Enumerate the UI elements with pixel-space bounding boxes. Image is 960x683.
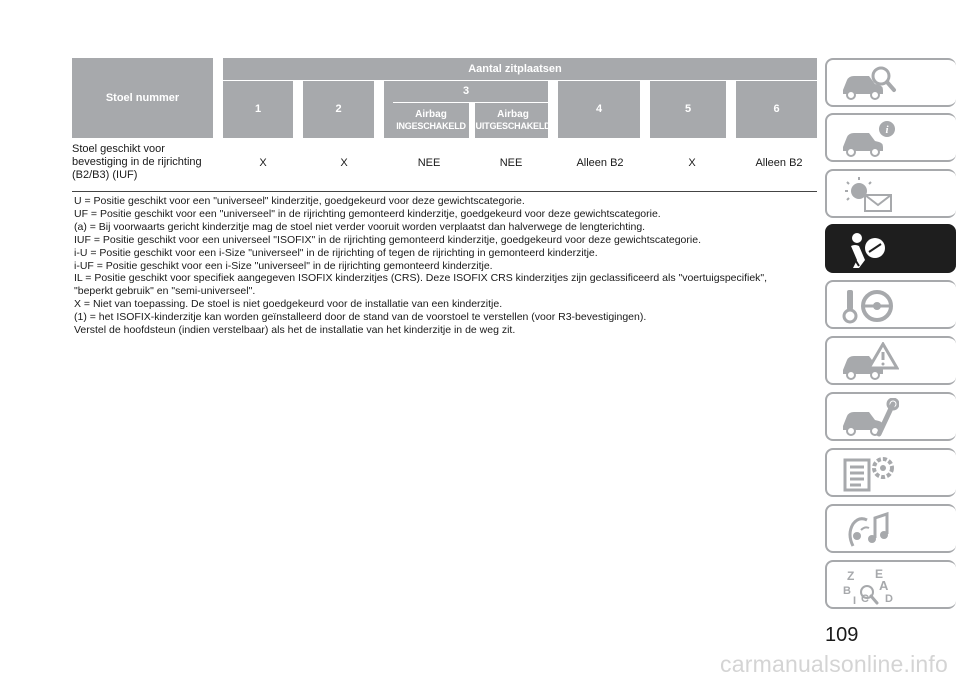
svg-text:D: D: [885, 593, 893, 605]
airbag-disabled-header: [475, 103, 551, 138]
svg-text:Z: Z: [847, 569, 855, 583]
airbag-state: UITGESCHAKELD: [475, 121, 551, 131]
specs-gear-icon: [839, 454, 899, 494]
seat-number: 5: [684, 103, 692, 115]
group-header: Aantal zitplaatsen: [468, 63, 562, 75]
row-label: [72, 143, 222, 182]
airbag-label: Airbag: [415, 109, 447, 120]
table-cell: X: [340, 157, 348, 169]
table-header: [72, 58, 817, 138]
svg-text:C: C: [861, 593, 869, 605]
seat-number: 2: [335, 103, 342, 115]
table-bottom-rule: [72, 191, 817, 192]
tab-car-info[interactable]: [825, 113, 956, 162]
row-label-line: Stoel geschikt voor: [72, 143, 165, 155]
svg-text:B: B: [843, 585, 851, 597]
row-label-line: bevestiging in de rijrichting: [72, 156, 202, 168]
table-row: [72, 143, 817, 189]
table-cell: NEE: [499, 157, 523, 169]
note-line: IL = Positie geschikt voor specifiek aangegeven ISOFIX kinderzitjes (CRS). Deze ISOFIX CRS kinderzitjes zijn geclassificeerd als "voertuigspecifiek",: [74, 272, 768, 285]
seat-number: 4: [595, 103, 603, 115]
tab-car-search[interactable]: [825, 58, 956, 107]
note-line: X = Niet van toepassing. De stoel is niet goedgekeurd voor de installatie van een kinderzitje.: [74, 298, 503, 311]
svg-text:A: A: [879, 578, 889, 593]
note-line: i-UF = Positie geschikt voor een i-Size "universeel" in de rijrichting gemonteerd kinderzitje.: [74, 259, 493, 272]
note-line: "beperkt gebruik" en "semi-universeel".: [74, 285, 256, 298]
col-header-label: Stoel nummer: [105, 92, 180, 104]
airbag-enabled-header: [393, 103, 469, 138]
tab-servicing[interactable]: [825, 392, 956, 441]
note-line: UF = Positie geschikt voor een "universeel" in de rijrichting gemonteerd kinderzitje, goedgekeurd voor deze gewichtscategorie.: [74, 207, 661, 220]
seat-number: 1: [254, 103, 262, 115]
table-cell: Alleen B2: [576, 157, 624, 169]
tab-warning-lights[interactable]: [825, 169, 956, 218]
tab-safety[interactable]: [825, 224, 956, 273]
seat-airbag-safety-icon: [839, 230, 899, 270]
page-number: 109: [825, 624, 859, 646]
table-cell: NEE: [417, 157, 441, 169]
column-divider: [640, 80, 650, 138]
note-line: IUF = Positie geschikt voor een universeel "ISOFIX" in de rijrichting gemonteerd kinderzitje, goedgekeurd voor deze gewichtscategorie.: [74, 233, 701, 246]
note-line: U = Positie geschikt voor een "universeel" kinderzitje, goedgekeurd voor deze gewichtscategorie.: [74, 195, 525, 207]
svg-text:E: E: [875, 567, 884, 581]
column-divider: [293, 80, 303, 138]
alphabet-index-icon: [839, 566, 899, 606]
note-line: (1) = het ISOFIX-kinderzitje kan worden geïnstalleerd door de stand van de voorstoel te verstellen (voor R3-bevestigingen).: [74, 311, 647, 324]
svg-text:I: I: [853, 595, 857, 606]
tab-index[interactable]: [825, 560, 956, 609]
tab-emergency[interactable]: [825, 336, 956, 385]
multimedia-music-icon: [839, 510, 899, 550]
legend-notes: [74, 195, 819, 337]
key-steering-wheel-icon: [839, 286, 899, 326]
car-search-icon: [839, 64, 899, 104]
column-divider: [213, 58, 223, 138]
note-line: i-U = Positie geschikt voor een i-Size "universeel" in de rijrichting of tegen de rijrichting in gemonteerd kinderzitje.: [74, 246, 598, 259]
car-info-icon: [839, 119, 899, 159]
seat-number: 6: [773, 103, 780, 115]
tab-technical-specs[interactable]: [825, 448, 956, 497]
watermark: carmanualsonline.info: [720, 651, 948, 677]
tab-starting-driving[interactable]: [825, 280, 956, 329]
car-crash-warning-icon: [839, 342, 899, 382]
column-divider: [726, 80, 736, 138]
seat-number: 3: [462, 85, 470, 97]
svg-text:i: i: [885, 124, 889, 136]
airbag-state: INGESCHAKELD: [396, 121, 466, 131]
airbag-label: Airbag: [497, 109, 529, 120]
note-line: Verstel de hoofdsteun (indien verstelbaar) als het de installatie van het kinderzitje in de weg zit.: [74, 324, 516, 337]
table-cell: X: [259, 157, 267, 169]
tab-multimedia[interactable]: [825, 504, 956, 553]
row-label-line: (B2/B3) (IUF): [72, 169, 138, 181]
column-divider: [374, 80, 384, 138]
car-wrench-icon: [839, 398, 899, 438]
warning-light-message-icon: [839, 175, 899, 215]
table-cell: Alleen B2: [755, 157, 803, 169]
note-line: (a) = Bij voorwaarts gericht kinderzitje mag de stoel niet verder vooruit worden verplaatst dan halverwege de lengterichting.: [74, 220, 646, 233]
table-cell: X: [688, 157, 696, 169]
